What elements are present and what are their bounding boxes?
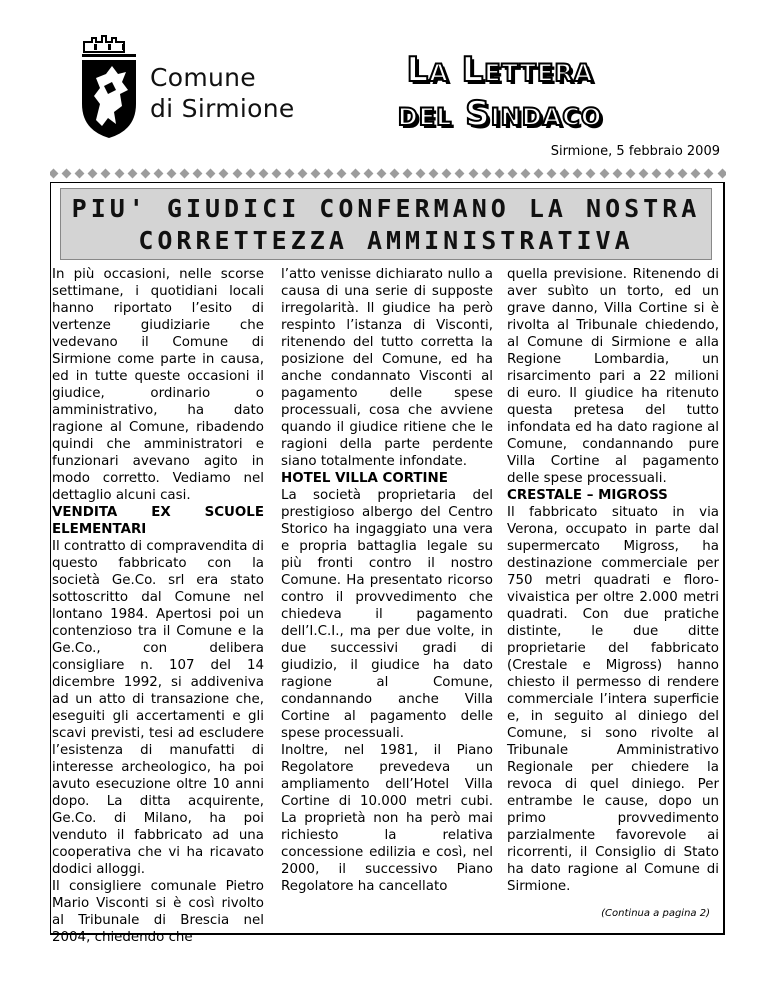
diamond-divider [50, 166, 726, 180]
paragraph: quella previsione. Ritenendo di aver subìto un torto, ed un grave danno, Villa Cortine si è rivolta al Tribunale chiedendo, al Comune di Sirmione e alla Regione Lombardia, un risarcimento pari a 22 milioni di euro. Il giudice ha ritenuto questa pretesa del tutto infondata ed ha dato ragione al Comune, condannando pure Villa Cortine al pagamento delle spese processuali. [507, 267, 719, 486]
coat-of-arms-icon [78, 34, 148, 144]
diamond-icon [219, 168, 229, 178]
diamond-icon [534, 168, 544, 178]
diamond-icon [285, 168, 295, 178]
logo-line1: Comune [150, 63, 256, 92]
diamond-icon [153, 168, 163, 178]
diamond-icon [350, 168, 360, 178]
diamond-icon [573, 168, 583, 178]
diamond-icon [403, 168, 413, 178]
paragraph: In più occasioni, nelle scorse settimane, i quotidiani locali hanno riportato l’esito di vertenze giudiziarie che vedevano il Comune di Sirmione come parte in causa, ed in tutte queste occasioni il giudice, ordinario o amministrativo, ha dato ragione al Comune, ribadendo quindi che amministratori e funzionari avevano agito in modo corretto. Vediamo nel dettaglio alcuni casi. [52, 267, 264, 503]
diamond-icon [298, 168, 308, 178]
diamond-icon [324, 168, 334, 178]
diamond-icon [494, 168, 504, 178]
diamond-icon [652, 168, 662, 178]
diamond-icon [520, 168, 530, 178]
diamond-icon [311, 168, 321, 178]
diamond-icon [258, 168, 268, 178]
paragraph: Il consigliere comunale Pietro Mario Visconti si è così rivolto al Tribunale di Brescia nel 2004, chiedendo che [52, 879, 264, 945]
diamond-icon [416, 168, 426, 178]
diamond-icon [560, 168, 570, 178]
diamond-icon [678, 168, 688, 178]
diamond-icon [167, 168, 177, 178]
diamond-icon [114, 168, 124, 178]
diamond-icon [232, 168, 242, 178]
diamond-icon [88, 168, 98, 178]
column-2 [281, 266, 493, 895]
diamond-icon [586, 168, 596, 178]
section-heading: HOTEL VILLA CORTINE [281, 471, 448, 486]
diamond-icon [389, 168, 399, 178]
issue-date: Sirmione, 5 febbraio 2009 [550, 144, 720, 159]
headline [60, 188, 712, 260]
diamond-icon [376, 168, 386, 178]
diamond-icon [481, 168, 491, 178]
diamond-icon [612, 168, 622, 178]
masthead-title [350, 48, 650, 136]
diamond-icon [625, 168, 635, 178]
diamond-icon [62, 168, 72, 178]
diamond-icon [599, 168, 609, 178]
diamond-icon [717, 168, 726, 178]
diamond-icon [665, 168, 675, 178]
diamond-icon [547, 168, 557, 178]
logo-line2: di Sirmione [150, 94, 295, 123]
paragraph: Il contratto di compravendita di questo fabbricato con la società Ge.Co. srl era stato sottoscritto dal Comune nel lontano 1984. Apertosi poi un contenzioso tra il Comune e la Ge.Co., con delibera consigliare n. 107 del 14 dicembre 1992, si addiveniva ad un atto di transazione che, eseguiti gli accertamenti e gli scavi previsti, tesi ad escludere l’esistenza di manufatti di interesse archeologico, ha poi avuto esecuzione oltre 10 anni dopo. La ditta acquirente, Ge.Co. di Milano, ha poi venduto il fabbricato ad una cooperativa che vi ha ricavato dodici alloggi. [52, 539, 264, 877]
diamond-icon [101, 168, 111, 178]
paragraph: La società proprietaria del prestigioso albergo del Centro Storico ha ingaggiato una vera e propria battaglia legale su più fronti contro il nostro Comune. Ha presentato ricorso contro il provvedimento che chiedeva il pagamento dell’I.C.I., ma per due volte, in due successivi gradi di giudizio, il giudice ha dato ragione al Comune, condannando anche Villa Cortine al pagamento delle spese processuali. [281, 488, 493, 741]
diamond-icon [245, 168, 255, 178]
diamond-icon [691, 168, 701, 178]
diamond-icon [507, 168, 517, 178]
continue-note: (Continua a pagina 2) [601, 908, 710, 919]
diamond-icon [337, 168, 347, 178]
headline-line1: PIU' GIUDICI CONFERMANO LA NOSTRA [71, 194, 701, 223]
section-heading: VENDITA EX SCUOLE ELEMENTARI [52, 505, 264, 537]
masthead-line2: del Sindaco [397, 94, 603, 134]
column-3 [507, 266, 719, 895]
comune-logo [78, 34, 308, 144]
masthead-line1: La Lettera [406, 50, 594, 90]
diamond-icon [140, 168, 150, 178]
paragraph: Inoltre, nel 1981, il Piano Regolatore prevedeva un ampliamento dell’Hotel Villa Cortine di 10.000 metri cubi. La proprietà non ha però mai richiesto la relativa concessione edilizia e così, nel 2000, il successivo Piano Regolatore ha cancellato [281, 743, 493, 894]
paragraph: l’atto venisse dichiarato nullo a causa di una serie di supposte irregolarità. Il giudice ha però respinto l’istanza di Visconti, ritenendo del tutto corretta la posizione del Comune, ed ha anche condannato Visconti al pagamento delle spese processuali, cosa che avviene quando il giudice ritiene che le ragioni della parte perdente siano totalmente infondate. [281, 267, 493, 469]
diamond-icon [75, 168, 85, 178]
diamond-icon [468, 168, 478, 178]
section-heading: CRESTALE – MIGROSS [507, 488, 668, 503]
diamond-icon [180, 168, 190, 178]
paragraph: Il fabbricato situato in via Verona, occupato in parte dal supermercato Migross, ha destinazione commerciale per 750 metri quadrati e floro-vivaistica per oltre 2.000 metri quadrati. Con due pratiche distinte, le due ditte proprietarie del fabbricato (Crestale e Migross) hanno chiesto il permesso di rendere commerciale l’intera superficie e, in seguito al diniego del Comune, si sono rivolte al Tribunale Amministrativo Regionale per chiedere la revoca di quel diniego. Per entrambe le cause, dopo un primo provvedimento parzialmente favorevole ai ricorrenti, il Consiglio di Stato ha dato ragione al Comune di Sirmione. [507, 505, 719, 894]
diamond-icon [363, 168, 373, 178]
diamond-icon [127, 168, 137, 178]
headline-line2: CORRETTEZZA AMMINISTRATIVA [138, 226, 634, 255]
diamond-icon [271, 168, 281, 178]
diamond-icon [442, 168, 452, 178]
diamond-icon [704, 168, 714, 178]
diamond-icon [206, 168, 216, 178]
diamond-icon [455, 168, 465, 178]
diamond-icon [638, 168, 648, 178]
column-1 [52, 266, 264, 946]
diamond-icon [50, 168, 58, 178]
logo-text [150, 62, 295, 124]
diamond-icon [429, 168, 439, 178]
diamond-icon [193, 168, 203, 178]
